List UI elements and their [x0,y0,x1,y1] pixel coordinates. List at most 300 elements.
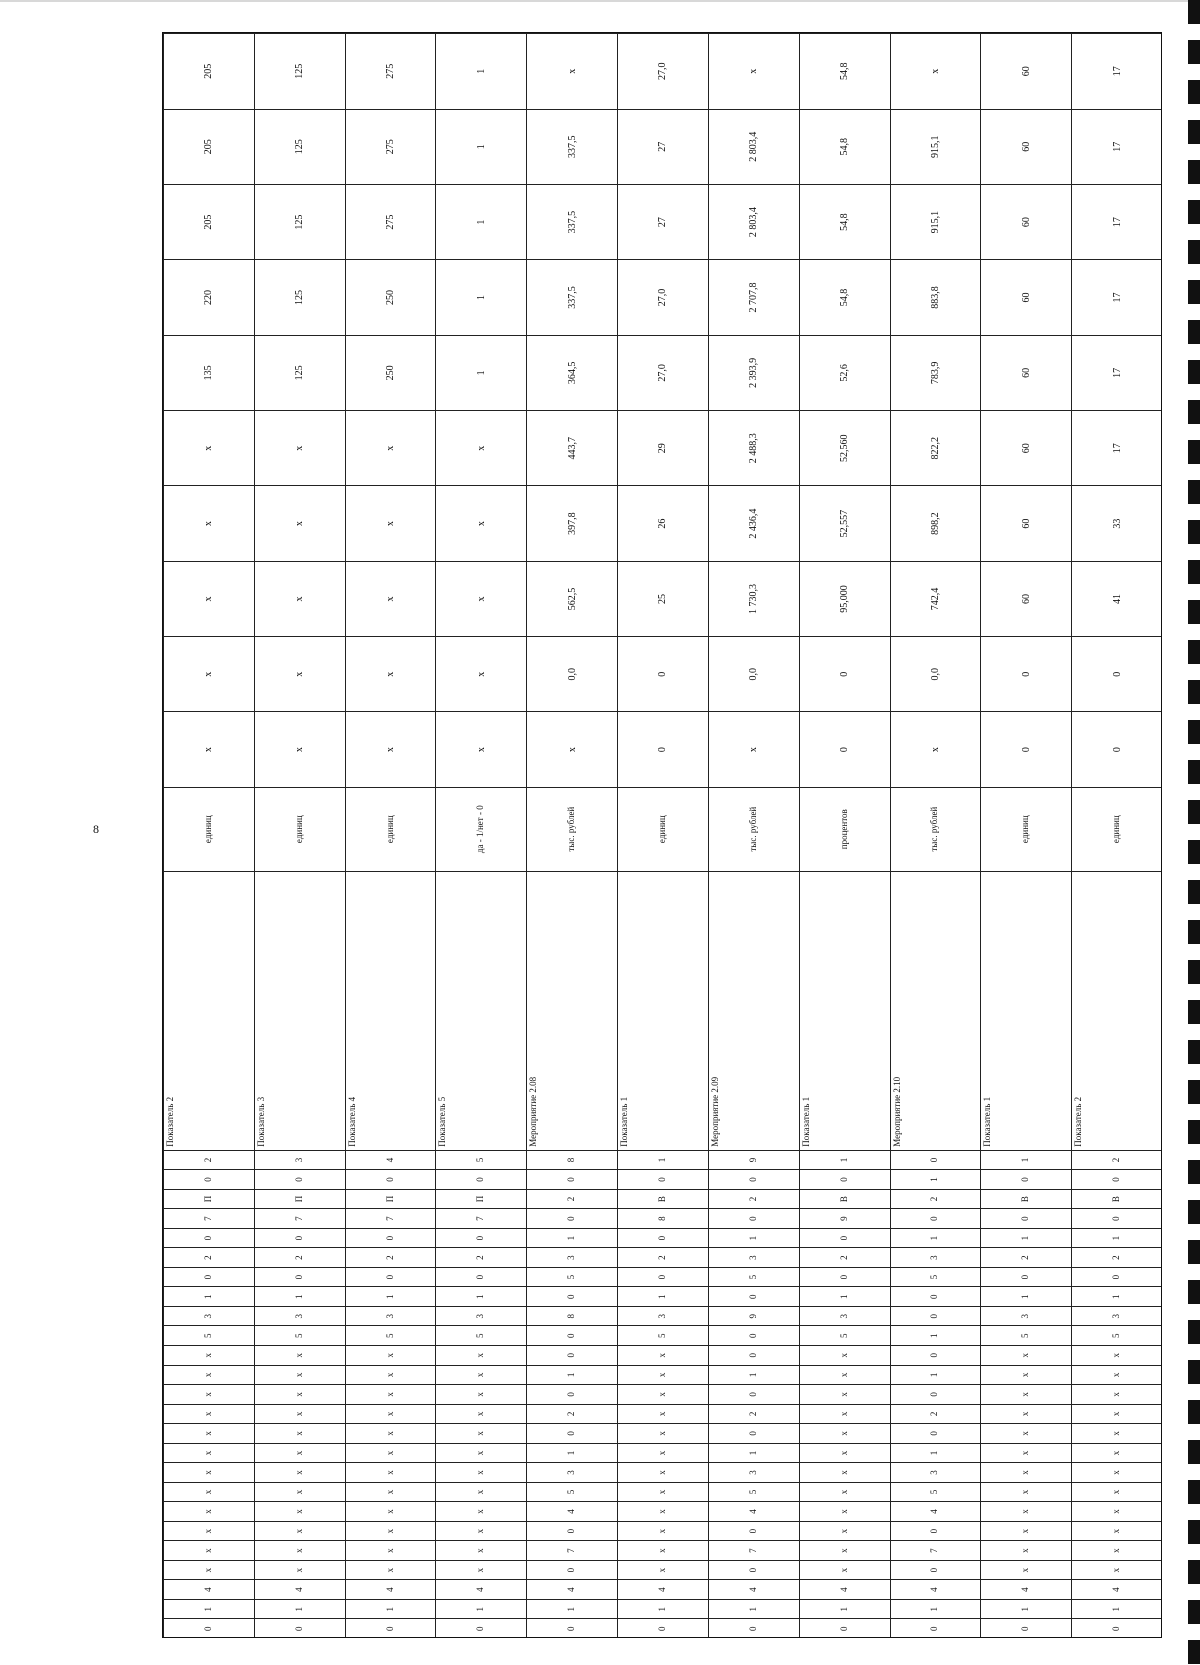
value-cell: 29 [618,411,709,486]
value-cell: 54,8 [799,184,890,259]
code-cell: 0 [981,1619,1072,1638]
value-cell: 60 [981,335,1072,410]
value-cell: 0 [981,637,1072,712]
code-cell: 9 [708,1306,799,1326]
code-cell: 0 [527,1346,618,1366]
value-cell: х [436,712,527,787]
value-cell: 0 [1072,712,1162,787]
code-cell: х [164,1560,255,1580]
table-row [345,34,436,1639]
code-cell: х [254,1443,345,1463]
value-cell: 205 [164,34,255,110]
code-cell: х [254,1404,345,1424]
value-cell: 135 [164,335,255,410]
value-cell: 337,5 [527,184,618,259]
code-cell: х [799,1404,890,1424]
code-cell: 0 [345,1228,436,1248]
value-cell: х [345,637,436,712]
value-cell: х [164,411,255,486]
value-cell: 562,5 [527,561,618,636]
code-cell: х [345,1463,436,1483]
code-cell: 4 [527,1580,618,1600]
code-cell: 0 [890,1424,981,1444]
code-cell: х [618,1463,709,1483]
code-cell: 5 [164,1326,255,1346]
code-cell: 2 [1072,1248,1162,1268]
value-cell: 41 [1072,561,1162,636]
code-cell: 1 [436,1599,527,1619]
value-cell: 60 [981,34,1072,110]
code-cell: 0 [527,1424,618,1444]
code-cell: 7 [436,1209,527,1229]
code-cell: 1 [436,1287,527,1307]
code-cell: х [436,1502,527,1522]
code-cell: 0 [890,1521,981,1541]
code-cell: 1 [618,1599,709,1619]
value-cell: 1 [436,34,527,110]
value-cell: 0 [618,637,709,712]
value-cell: х [436,486,527,561]
code-cell: х [618,1502,709,1522]
value-cell: 2 393,9 [708,335,799,410]
value-cell: 125 [254,184,345,259]
code-cell: 3 [164,1306,255,1326]
code-cell: х [1072,1463,1162,1483]
code-cell: 0 [708,1346,799,1366]
code-cell: П [345,1189,436,1209]
code-cell: 0 [345,1267,436,1287]
code-cell: 2 [799,1248,890,1268]
code-cell: 0 [981,1209,1072,1229]
value-cell: 250 [345,260,436,335]
value-cell: 397,8 [527,486,618,561]
code-cell: х [164,1385,255,1405]
code-cell: П [436,1189,527,1209]
code-cell: 0 [164,1619,255,1638]
code-cell: 0 [527,1619,618,1638]
code-cell: 1 [527,1443,618,1463]
code-cell: 0 [618,1619,709,1638]
code-cell: х [799,1365,890,1385]
code-cell: х [618,1385,709,1405]
value-cell: х [527,712,618,787]
code-cell: х [981,1560,1072,1580]
code-cell: 3 [708,1463,799,1483]
code-cell: 5 [436,1150,527,1170]
code-cell: х [164,1482,255,1502]
code-cell: 1 [981,1287,1072,1307]
unit-cell: единиц [164,787,255,871]
code-cell: 1 [799,1599,890,1619]
code-cell: х [164,1424,255,1444]
code-cell: 3 [618,1306,709,1326]
page-number: 8 [93,822,99,836]
code-cell: 0 [436,1619,527,1638]
code-cell: 1 [164,1599,255,1619]
code-cell: 5 [254,1326,345,1346]
value-cell: 2 488,3 [708,411,799,486]
value-cell: х [164,637,255,712]
unit-cell: единиц [345,787,436,871]
value-cell: х [890,712,981,787]
value-cell: 17 [1072,260,1162,335]
code-cell: х [1072,1443,1162,1463]
code-cell: 4 [890,1502,981,1522]
code-cell: 5 [527,1482,618,1502]
code-cell: 2 [981,1248,1072,1268]
code-cell: х [436,1560,527,1580]
code-cell: 2 [436,1248,527,1268]
code-cell: х [618,1482,709,1502]
value-cell: 1 [436,184,527,259]
value-cell: 822,2 [890,411,981,486]
code-cell: х [436,1404,527,1424]
code-cell: 0 [527,1326,618,1346]
value-cell: х [345,411,436,486]
code-cell: х [981,1502,1072,1522]
code-cell: х [981,1463,1072,1483]
code-cell: х [164,1463,255,1483]
code-cell: 0 [708,1619,799,1638]
code-cell: 0 [981,1267,1072,1287]
table-row [890,34,981,1639]
code-cell: 4 [618,1580,709,1600]
code-cell: х [799,1521,890,1541]
code-cell: 1 [345,1287,436,1307]
description-cell: Мероприятие 2.08 [527,871,618,1150]
code-cell: 0 [890,1306,981,1326]
value-cell: 54,8 [799,260,890,335]
code-cell: 3 [708,1248,799,1268]
code-cell: 0 [1072,1267,1162,1287]
code-cell: х [254,1541,345,1561]
value-cell: х [527,34,618,110]
value-cell: х [254,411,345,486]
value-cell: х [254,486,345,561]
code-cell: х [981,1404,1072,1424]
code-cell: 1 [254,1599,345,1619]
code-cell: х [254,1463,345,1483]
code-cell: 4 [1072,1580,1162,1600]
code-cell: 5 [345,1326,436,1346]
value-cell: 0,0 [708,637,799,712]
code-cell: 3 [527,1463,618,1483]
code-cell: х [436,1424,527,1444]
value-cell: 60 [981,260,1072,335]
code-cell: х [164,1502,255,1522]
code-cell: х [981,1365,1072,1385]
code-cell: 4 [345,1150,436,1170]
code-cell: 8 [527,1150,618,1170]
code-cell: 4 [890,1580,981,1600]
description-cell: Показатель 4 [345,871,436,1150]
value-cell: 0,0 [527,637,618,712]
value-cell: 250 [345,335,436,410]
code-cell: 1 [708,1443,799,1463]
code-cell: 5 [1072,1326,1162,1346]
value-cell: 275 [345,184,436,259]
value-cell: 125 [254,109,345,184]
code-cell: х [164,1443,255,1463]
code-cell: х [1072,1560,1162,1580]
code-cell: 0 [708,1170,799,1190]
code-cell: 1 [981,1150,1072,1170]
code-cell: х [254,1502,345,1522]
value-cell: 337,5 [527,109,618,184]
value-cell: 0 [799,712,890,787]
code-cell: 5 [981,1326,1072,1346]
value-cell: 60 [981,486,1072,561]
code-cell: 0 [708,1385,799,1405]
value-cell: 52,6 [799,335,890,410]
code-cell: х [981,1346,1072,1366]
code-cell: 1 [890,1170,981,1190]
code-cell: 7 [164,1209,255,1229]
description-cell: Мероприятие 2.09 [708,871,799,1150]
value-cell: х [345,486,436,561]
code-cell: 0 [527,1170,618,1190]
value-cell: 95,000 [799,561,890,636]
code-cell: 1 [890,1599,981,1619]
code-cell: 4 [708,1580,799,1600]
code-cell: 0 [708,1560,799,1580]
code-cell: 1 [708,1365,799,1385]
code-cell: 7 [345,1209,436,1229]
code-cell: П [164,1189,255,1209]
code-cell: 5 [799,1326,890,1346]
unit-cell: единиц [981,787,1072,871]
code-cell: 2 [890,1189,981,1209]
value-cell: х [254,637,345,712]
code-cell: 5 [708,1482,799,1502]
code-cell: х [164,1346,255,1366]
code-cell: 1 [1072,1228,1162,1248]
value-cell: 2 803,4 [708,184,799,259]
code-cell: 4 [254,1580,345,1600]
code-cell: 0 [1072,1170,1162,1190]
value-cell: 17 [1072,34,1162,110]
code-cell: 0 [164,1170,255,1190]
code-cell: х [799,1541,890,1561]
table-row [618,34,709,1639]
description-cell: Показатель 2 [164,871,255,1150]
code-cell: 0 [1072,1209,1162,1229]
code-cell: 2 [890,1404,981,1424]
value-cell: 364,5 [527,335,618,410]
unit-cell: единиц [618,787,709,871]
code-cell: х [436,1443,527,1463]
value-cell: х [345,712,436,787]
code-cell: х [345,1482,436,1502]
code-cell: 0 [708,1287,799,1307]
value-cell: 125 [254,34,345,110]
code-cell: х [345,1346,436,1366]
code-cell: х [164,1365,255,1385]
code-cell: 0 [345,1170,436,1190]
value-cell: 220 [164,260,255,335]
code-cell: х [254,1346,345,1366]
code-cell: 1 [981,1228,1072,1248]
description-cell: Показатель 5 [436,871,527,1150]
code-cell: 1 [890,1443,981,1463]
code-cell: 9 [799,1209,890,1229]
code-cell: 3 [1072,1306,1162,1326]
code-cell: 4 [436,1580,527,1600]
table-row [799,34,890,1639]
code-cell: 1 [890,1228,981,1248]
code-cell: х [164,1404,255,1424]
code-cell: 0 [164,1228,255,1248]
unit-cell: процентов [799,787,890,871]
code-cell: х [1072,1346,1162,1366]
code-cell: 1 [254,1287,345,1307]
code-cell: х [254,1482,345,1502]
code-cell: 0 [527,1560,618,1580]
code-cell: 1 [618,1150,709,1170]
code-cell: 0 [890,1287,981,1307]
code-cell: 1 [527,1599,618,1619]
code-cell: 4 [799,1580,890,1600]
code-cell: 3 [436,1306,527,1326]
code-cell: 0 [799,1619,890,1638]
code-cell: В [618,1189,709,1209]
code-cell: 1 [618,1287,709,1307]
code-cell: х [618,1560,709,1580]
code-cell: 3 [890,1248,981,1268]
value-cell: 54,8 [799,109,890,184]
code-cell: 1 [890,1365,981,1385]
value-cell: 0 [799,637,890,712]
code-cell: 1 [799,1150,890,1170]
code-cell: х [345,1502,436,1522]
code-cell: х [254,1521,345,1541]
table-row [527,34,618,1639]
table-row [1072,34,1162,1639]
code-cell: х [1072,1404,1162,1424]
code-cell: 0 [436,1267,527,1287]
code-cell: 2 [254,1248,345,1268]
code-cell: 1 [708,1228,799,1248]
code-cell: 4 [164,1580,255,1600]
scan-edge-right [1188,0,1200,1665]
value-cell: 60 [981,184,1072,259]
value-cell: 915,1 [890,109,981,184]
code-cell: х [345,1385,436,1405]
code-cell: 5 [890,1482,981,1502]
code-cell: х [436,1365,527,1385]
code-cell: 3 [345,1306,436,1326]
code-cell: х [618,1443,709,1463]
value-cell: х [345,561,436,636]
code-cell: х [618,1346,709,1366]
unit-cell: тыс. рублей [527,787,618,871]
value-cell: 0 [1072,637,1162,712]
value-cell: 52,557 [799,486,890,561]
code-cell: х [981,1521,1072,1541]
description-cell: Показатель 3 [254,871,345,1150]
code-cell: 0 [436,1228,527,1248]
code-cell: х [1072,1521,1162,1541]
value-cell: 275 [345,109,436,184]
code-cell: 2 [1072,1150,1162,1170]
code-cell: 0 [799,1228,890,1248]
value-cell: 125 [254,260,345,335]
value-cell: х [254,712,345,787]
value-cell: х [254,561,345,636]
code-cell: 3 [254,1306,345,1326]
code-cell: х [799,1463,890,1483]
value-cell: 60 [981,411,1072,486]
budget-table [163,33,1162,1638]
code-cell: 0 [708,1326,799,1346]
code-cell: 0 [708,1521,799,1541]
code-cell: х [1072,1385,1162,1405]
code-cell: 9 [708,1150,799,1170]
value-cell: х [436,561,527,636]
value-cell: 275 [345,34,436,110]
value-cell: 26 [618,486,709,561]
code-cell: 4 [345,1580,436,1600]
code-cell: х [436,1463,527,1483]
value-cell: 27,0 [618,260,709,335]
value-cell: 25 [618,561,709,636]
table-row [708,34,799,1639]
code-cell: х [254,1365,345,1385]
value-cell: 17 [1072,411,1162,486]
code-cell: 2 [527,1189,618,1209]
code-cell: 0 [799,1170,890,1190]
value-cell: 883,8 [890,260,981,335]
code-cell: х [981,1385,1072,1405]
code-cell: х [618,1404,709,1424]
scan-edge-top [0,0,1200,2]
value-cell: 2 707,8 [708,260,799,335]
value-cell: 33 [1072,486,1162,561]
description-cell: Мероприятие 2.10 [890,871,981,1150]
table-row [436,34,527,1639]
code-cell: 2 [708,1404,799,1424]
value-cell: 27,0 [618,34,709,110]
code-cell: х [345,1541,436,1561]
code-cell: х [799,1482,890,1502]
code-cell: 5 [527,1267,618,1287]
code-cell: 1 [527,1228,618,1248]
code-cell: 0 [981,1170,1072,1190]
code-cell: х [618,1365,709,1385]
code-cell: 1 [799,1287,890,1307]
code-cell: 2 [527,1404,618,1424]
table-row [164,34,255,1639]
value-cell: 1 [436,109,527,184]
value-cell: 205 [164,109,255,184]
code-cell: 0 [890,1619,981,1638]
value-cell: 0 [981,712,1072,787]
code-cell: х [799,1443,890,1463]
value-cell: х [436,637,527,712]
code-cell: 0 [890,1560,981,1580]
code-cell: 1 [527,1365,618,1385]
code-cell: х [345,1443,436,1463]
code-cell: х [436,1541,527,1561]
code-cell: 3 [890,1463,981,1483]
description-cell: Показатель 2 [1072,871,1162,1150]
value-cell: 742,4 [890,561,981,636]
code-cell: 1 [345,1599,436,1619]
unit-cell: единиц [254,787,345,871]
unit-cell: тыс. рублей [890,787,981,871]
value-cell: 898,2 [890,486,981,561]
code-cell: 2 [164,1248,255,1268]
